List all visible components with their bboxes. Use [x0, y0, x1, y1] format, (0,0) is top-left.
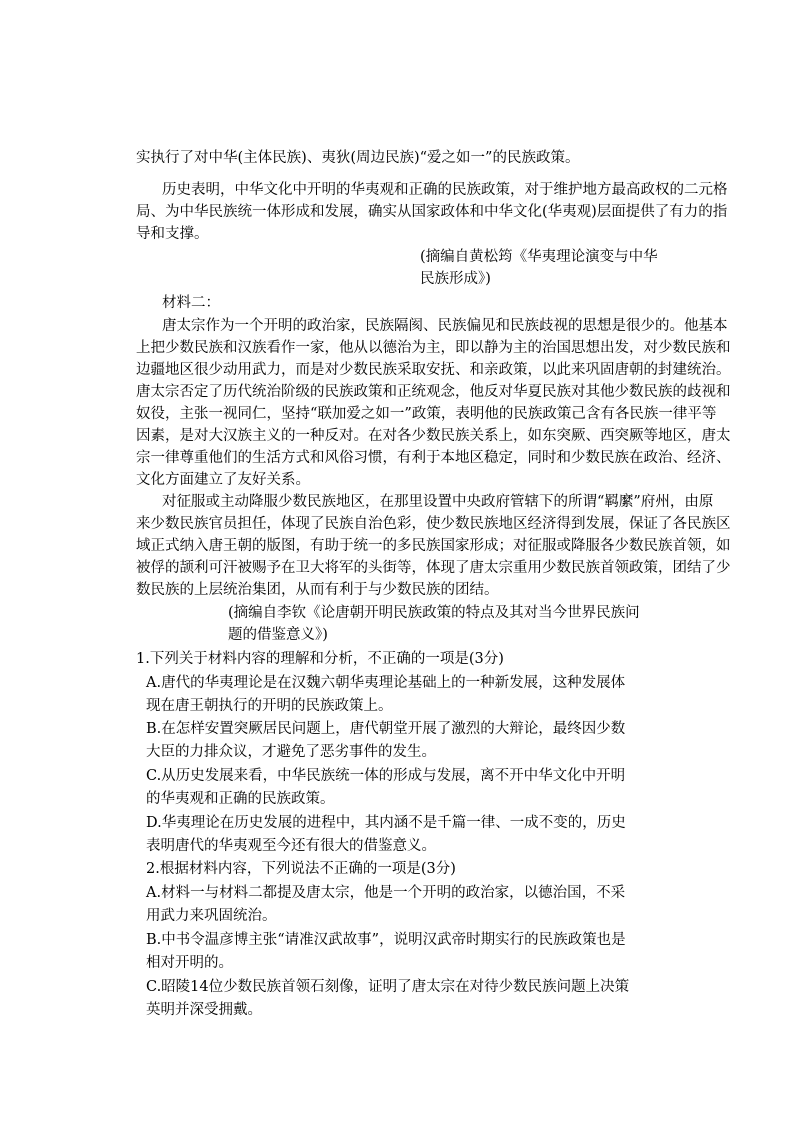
paragraph-line: 导和支撑。 — [136, 226, 209, 242]
option-c: C.昭陵14位少数民族首领石刻像，证明了唐太宗在对待少数民族问题上决策 — [146, 979, 630, 995]
paragraph-line: 域正式纳入唐王朝的版图，有助于统一的多民族国家形成；对征服或降服各少数民族首领，如 — [136, 538, 731, 554]
paragraph-line: 唐太宗作为一个开明的政治家，民族隔阂、民族偏见和民族歧视的思想是很少的。他基本 — [162, 318, 728, 334]
paragraph-line: 局、为中华民族统一体形成和发展，确实从国家政体和中华文化(华夷观)层面提供了有力的指 — [136, 204, 728, 220]
option-b: B.在怎样安置突厥居民问题上，唐代朝堂开展了激烈的大辩论，最终因少数 — [146, 721, 626, 737]
source-citation: (摘编自黄松筠《华夷理论演变与中华 — [420, 249, 658, 265]
paragraph-line: 唐太宗否定了历代统治阶级的民族政策和正统观念，他反对华夏民族对其他少数民族的歧视和 — [136, 384, 731, 400]
question-stem: 2.根据材料内容，下列说法不正确的一项是(3分) — [146, 861, 456, 877]
source-citation: (摘编自李钦《论唐朝开明民族政策的特点及其对当今世界民族问 — [228, 605, 640, 621]
option-c-cont: 英明并深受拥戴。 — [146, 1002, 262, 1018]
question-stem: 1.下列关于材料内容的理解和分析，不正确的一项是(3分) — [136, 651, 504, 667]
paragraph-line: 被俘的颉利可汗被赐予在卫大将军的头街等，体现了唐太宗重用少数民族首领政策，团结了少 — [136, 560, 731, 576]
paragraph-line: 来少数民族官员担任，体现了民族自治色彩，使少数民族地区经济得到发展，保证了各民族区 — [136, 516, 731, 532]
source-citation: 民族形成》) — [420, 271, 491, 287]
option-b-cont: 大臣的力排众议，才避免了恶劣事件的发生。 — [146, 744, 436, 760]
paragraph-line: 对征服或主动降服少数民族地区，在那里设置中央政府管辖下的所谓“羁縻”府州，由原 — [162, 494, 714, 510]
paragraph-line: 上把少数民族和汉族看作一家，他从以德治为主，即以静为主的治国思想出发，对少数民族和 — [136, 340, 731, 356]
option-d: D.华夷理论在历史发展的进程中，其内涵不是千篇一律、一成不变的，历史 — [146, 815, 626, 831]
paragraph-line: 数民族的上层统治集团，从而有利于与少数民族的团结。 — [136, 582, 499, 598]
option-c-cont: 的华夷观和正确的民族政策。 — [146, 791, 335, 807]
option-a-cont: 用武力来巩固统治。 — [146, 908, 277, 924]
option-a: A.材料一与材料二都提及唐太宗，他是一个开明的政治家，以德治国，不采 — [146, 885, 626, 901]
paragraph-line: 实执行了对中华(主体民族)、夷狄(周边民族)“爱之如一”的民族政策。 — [136, 150, 580, 166]
option-a-cont: 现在唐王朝执行的开明的民族政策上。 — [146, 698, 393, 714]
paragraph-line: 历史表明，中华文化中开明的华夷观和正确的民族政策，对于维护地方最高政权的二元格 — [162, 182, 728, 198]
option-d-cont: 表明唐代的华夷观至今还有很大的借鉴意义。 — [146, 838, 436, 854]
option-b: B.中书令温彦博主张“请准汉武故事”，说明汉武帝时期实行的民族政策也是 — [146, 932, 626, 948]
source-citation: 题的借鉴意义》) — [228, 627, 328, 643]
option-b-cont: 相对开明的。 — [146, 955, 233, 971]
paragraph-line: 奴役，主张一视同仁，坚持“联加爱之如一”政策，表明他的民族政策己含有各民族一律平等 — [136, 406, 717, 422]
option-a: A.唐代的华夷理论是在汉魏六朝华夷理论基础上的一种新发展，这种发展体 — [146, 675, 626, 691]
paragraph-line: 宗一律尊重他们的生活方式和风俗习惯，有利于本地区稳定，同时和少数民族在政治、经济、 — [136, 450, 731, 466]
option-c: C.从历史发展来看，中华民族统一体的形成与发展，离不开中华文化中开明 — [146, 768, 626, 784]
paragraph-line: 文化方面建立了友好关系。 — [136, 472, 310, 488]
paragraph-line: 因素，是对大汉族主义的一种反对。在对各少数民族关系上，如东突厥、西突厥等地区，唐太 — [136, 428, 731, 444]
material-label: 材料二： — [162, 295, 220, 311]
paragraph-line: 边疆地区很少动用武力，而是对少数民族采取安抚、和亲政策，以此来巩固唐朝的封建统治。 — [136, 362, 731, 378]
